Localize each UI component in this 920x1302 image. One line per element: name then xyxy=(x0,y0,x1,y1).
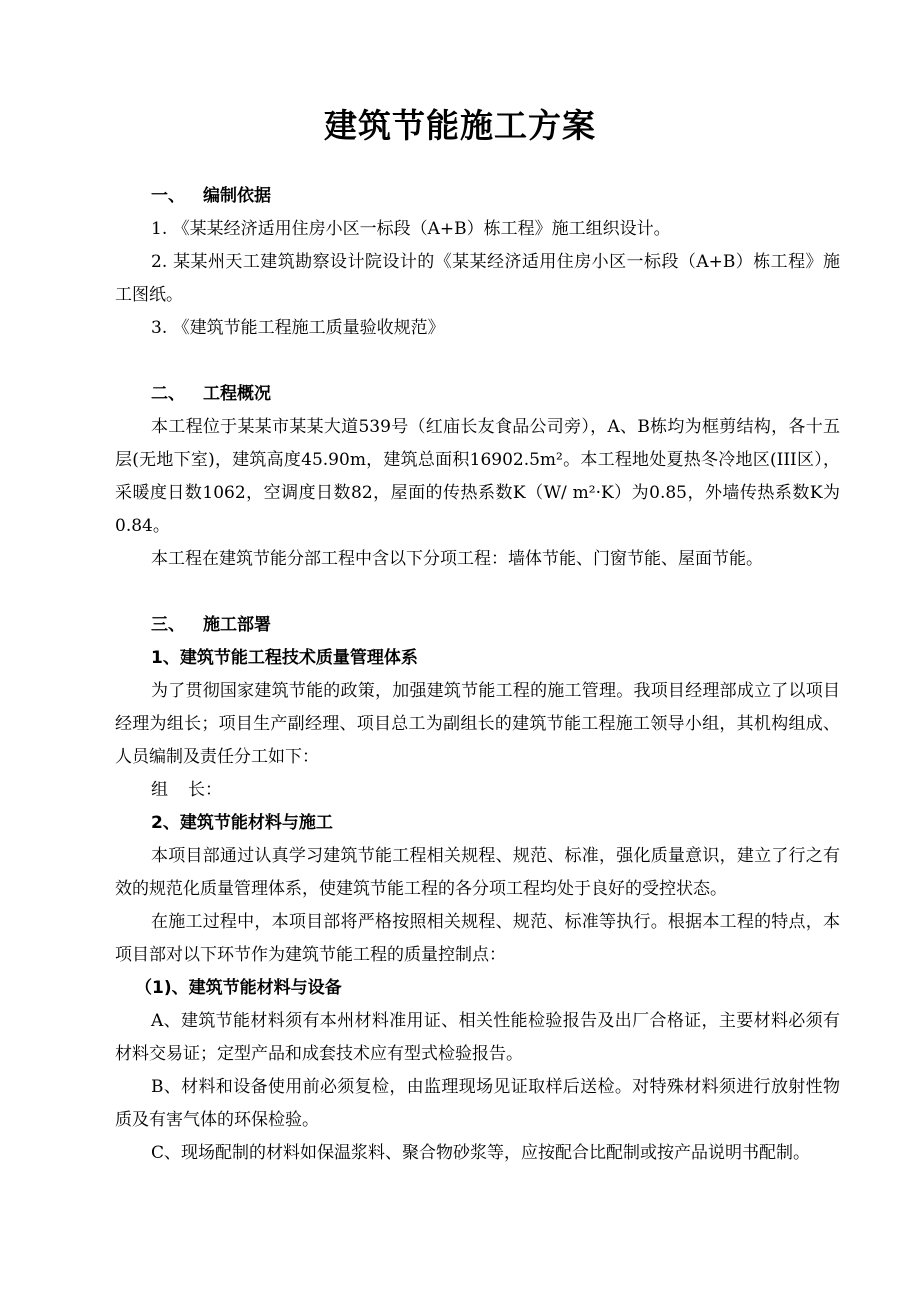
basis-item-2: 2. 某某州天工建筑勘察设计院设计的《某某经济适用住房小区一标段（A+B）栋工程》施工图纸。 xyxy=(115,252,840,305)
management-paragraph: 为了贯彻国家建筑节能的政策，加强建筑节能工程的施工管理。我项目经理部成立了以项目经理为组长；项目生产副经理、项目总工为副组长的建筑节能工程施工领导小组，其机构组成、人员编制及责任分工如下： xyxy=(115,681,840,767)
materials-paragraph-1: 本项目部通过认真学习建筑节能工程相关规程、规范、标准，强化质量意识，建立了行之有效的规范化质量管理体系，使建筑节能工程的各分项工程均处于良好的受控状态。 xyxy=(115,846,840,899)
section-number: 三、 xyxy=(151,615,185,635)
subsection-heading-management: 1、建筑节能工程技术质量管理体系 xyxy=(151,648,418,668)
basis-item-3: 3. 《建筑节能工程施工质量验收规范》 xyxy=(151,318,445,338)
section-number: 一、 xyxy=(151,186,185,206)
material-item-c: C、现场配制的材料如保温浆料、聚合物砂浆等，应按配合比配制或按产品说明书配制。 xyxy=(151,1143,811,1163)
materials-paragraph-2: 在施工过程中，本项目部将严格按照相关规程、规范、标准等执行。根据本工程的特点，本项目部对以下环节作为建筑节能工程的质量控制点： xyxy=(115,912,840,965)
role-line-leader xyxy=(115,774,840,807)
overview-paragraph: 本工程位于某某市某某大道539号（红庙长友食品公司旁），A、B栋均为框剪结构，各十五层(无地下室)，建筑高度45.90m，建筑总面积16902.5m²。本工程地处夏热冬冷地区(III区），采暖度日数1062，空调度日数82，屋面的传热系数K（W/ m²·K）为0.85，外墙传热系数K为0.84。 xyxy=(115,417,840,536)
subsection-heading-materials: 2、建筑节能材料与施工 xyxy=(151,813,333,833)
section-heading-overview xyxy=(115,378,840,411)
document-body xyxy=(115,180,840,1170)
section-heading-deployment xyxy=(115,609,840,642)
role-label-part-1: 组 xyxy=(151,780,168,800)
section-title: 施工部署 xyxy=(203,615,271,635)
material-item-b: B、材料和设备使用前必须复检，由监理现场见证取样后送检。对特殊材料须进行放射性物质及有害气体的环保检验。 xyxy=(115,1077,840,1130)
role-label-part-2: 长： xyxy=(188,780,222,800)
section-title: 工程概况 xyxy=(203,384,271,404)
section-title: 编制依据 xyxy=(203,186,271,206)
overview-subitems-paragraph: 本工程在建筑节能分部工程中含以下分项工程：墙体节能、门窗节能、屋面节能。 xyxy=(151,549,763,569)
subsubsection-heading-equipment: （1)、建筑节能材料与设备 xyxy=(135,978,342,998)
material-item-a: A、建筑节能材料须有本州材料准用证、相关性能检验报告及出厂合格证，主要材料必须有材料交易证；定型产品和成套技术应有型式检验报告。 xyxy=(115,1011,840,1064)
document-title: 建筑节能施工方案 xyxy=(324,106,596,145)
basis-item-1: 1. 《某某经济适用住房小区一标段（A+B）栋工程》施工组织设计。 xyxy=(151,219,671,239)
section-heading-basis xyxy=(115,180,840,213)
spacer xyxy=(115,576,840,609)
section-number: 二、 xyxy=(151,384,185,404)
spacer xyxy=(115,345,840,378)
